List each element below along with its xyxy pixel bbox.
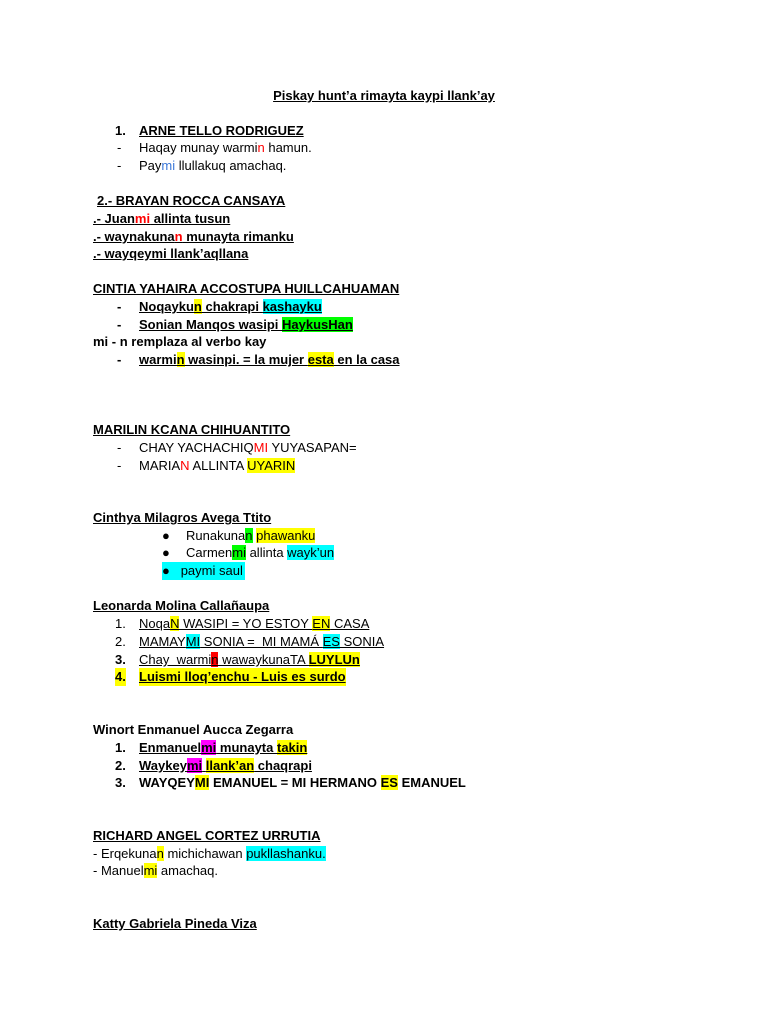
list-number: 1.: [115, 616, 126, 631]
sentence-line: - Erqekunan michichawan pukllashanku.: [93, 846, 326, 861]
sentence-line: Haqay munay warmin hamun.: [139, 140, 312, 155]
section-heading-cintia: CINTIA YAHAIRA ACCOSTUPA HUILLCAHUAMAN: [93, 281, 400, 296]
sentence-line: MAMAYMI SONIA = MI MAMÁ ES SONIA: [139, 634, 385, 649]
sentence-line: Sonian Manqos wasipi HaykusHan: [139, 317, 353, 332]
sentence-line: Carmenmi allinta wayk’un: [186, 545, 335, 560]
list-number: 3.: [115, 652, 126, 667]
list-number: 2.: [115, 634, 126, 649]
sentence-line: warmin wasinpi. = la mujer esta en la casa: [139, 352, 400, 367]
list-number: 1.: [115, 123, 126, 138]
bullet-marker: ●: [162, 528, 170, 543]
sentence-line-highlighted: ● paymi saul: [162, 563, 243, 578]
dash-marker: -: [117, 440, 122, 455]
section-heading-brayan: 2.- BRAYAN ROCCA CANSAYA: [97, 193, 286, 208]
list-number: 1.: [115, 740, 126, 755]
bullet-marker: ●: [162, 563, 170, 578]
dash-marker: -: [117, 299, 122, 314]
sentence-line: Runakunan phawanku: [186, 528, 316, 543]
section-heading-cinthya: Cinthya Milagros Avega Ttito: [93, 510, 272, 525]
sentence-line: Luismi lloq’enchu - Luis es surdo: [139, 669, 346, 684]
dash-marker: -: [117, 352, 122, 367]
sentence-line: .- Juanmi allinta tusun: [93, 211, 231, 226]
sentence-line: .- wayqeymi llank’aqllana: [93, 246, 249, 261]
section-heading-winort: Winort Enmanuel Aucca Zegarra: [93, 722, 294, 737]
dash-marker: -: [117, 458, 122, 473]
sentence-line: Enmanuelmi munayta takin: [139, 740, 308, 755]
sentence-line: - Manuelmi amachaq.: [93, 863, 218, 878]
list-number: 4.: [115, 669, 126, 684]
dash-marker: -: [117, 158, 122, 173]
section-heading-arne: ARNE TELLO RODRIGUEZ: [139, 123, 304, 138]
section-heading-katty: Katty Gabriela Pineda Viza: [93, 916, 257, 931]
sentence-line: Paymi llullakuq amachaq.: [139, 158, 287, 173]
sentence-line: CHAY YACHACHIQMI YUYASAPAN=: [139, 440, 357, 455]
note-line: mi - n remplaza al verbo kay: [93, 334, 267, 349]
section-heading-leonarda: Leonarda Molina Callañaupa: [93, 598, 270, 613]
sentence-line: Chay warmin wawaykunaTA LUYLUn: [139, 652, 360, 667]
list-number: 2.: [115, 758, 126, 773]
sentence-line: MARIAN ALLINTA UYARIN: [139, 458, 296, 473]
dash-marker: -: [117, 140, 122, 155]
sentence-line: Noqaykun chakrapi kashayku: [139, 299, 322, 314]
sentence-line: NoqaN WASIPI = YO ESTOY EN CASA: [139, 616, 370, 631]
section-heading-marilin: MARILIN KCANA CHIHUANTITO: [93, 422, 291, 437]
sentence-line: .- waynakunan munayta rimanku: [93, 229, 294, 244]
page-title: Piskay hunt’a rimayta kaypi llank’ay: [273, 88, 495, 103]
sentence-line: WAYQEYMI EMANUEL = MI HERMANO ES EMANUEL: [139, 775, 466, 790]
bullet-marker: ●: [162, 545, 170, 560]
dash-marker: -: [117, 317, 122, 332]
list-number: 3.: [115, 775, 126, 790]
sentence-line: Waykeymi llank’an chaqrapi: [139, 758, 312, 773]
section-heading-richard: RICHARD ANGEL CORTEZ URRUTIA: [93, 828, 321, 843]
